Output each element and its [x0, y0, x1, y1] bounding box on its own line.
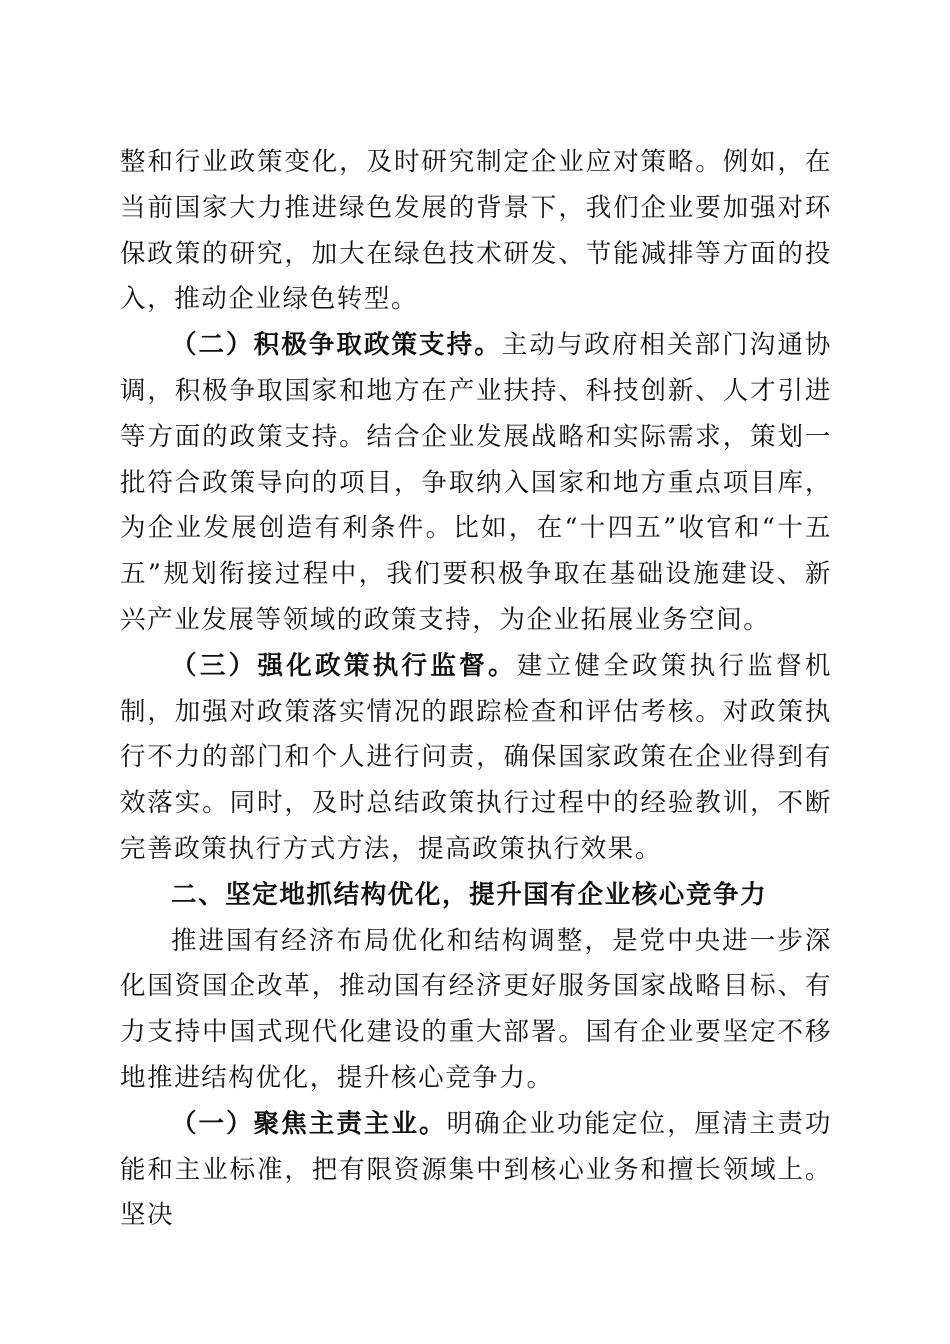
- paragraph-structure-intro: [120, 919, 832, 1102]
- paragraph-text: 推进国有经济布局优化和结构调整，是党中央进一步深化国资国企改革，推动国有经济更好服务国家战略目标、有力支持中国式现代化建设的重大部署。国有企业要坚定不移地推进结构优化，提升核心竞争力。: [120, 925, 832, 1093]
- paragraph-text: 整和行业政策变化，及时研究制定企业应对策略。例如，在当前国家大力推进绿色发展的背景下，我们企业要加强对环保政策的研究，加大在绿色技术研发、节能减排等方面的投入，推动企业绿色转型。: [120, 147, 832, 315]
- document-body: [120, 140, 832, 1239]
- paragraph-core-business: [120, 1102, 832, 1239]
- paragraph-text: 明确企业功能定位，厘清主责功能和主业标准，把有限资源集中到核心业务和擅长领域上。坚决: [120, 1108, 832, 1231]
- section-lead-2: （二）积极争取政策支持。: [171, 330, 502, 361]
- paragraph-continuation: [120, 140, 832, 323]
- section-lead-1: （一）聚焦主责主业。: [171, 1108, 447, 1139]
- paragraph-policy-supervision: [120, 644, 832, 873]
- paragraph-policy-support: [120, 323, 832, 644]
- paragraph-text: 主动与政府相关部门沟通协调，积极争取国家和地方在产业扶持、科技创新、人才引进等方面的政策支持。结合企业发展战略和实际需求，策划一批符合政策导向的项目，争取纳入国家和地方重点项目库，为企业发展创造有利条件。比如，在“十四五”收官和“十五五”规划衔接过程中，我们要积极争取在基础设施建设、新兴产业发展等领域的政策支持，为企业拓展业务空间。: [120, 330, 833, 635]
- section-heading-2: 二、坚定地抓结构优化，提升国有企业核心竞争力: [171, 879, 768, 910]
- section-lead-3: （三）强化政策执行监督。: [171, 650, 517, 681]
- paragraph-text: 建立健全政策执行监督机制，加强对政策落实情况的跟踪检查和评估考核。对政策执行不力的部门和个人进行问责，确保国家政策在企业得到有效落实。同时，及时总结政策执行过程中的经验教训，不断完善政策执行方式方法，提高政策执行效果。: [120, 650, 832, 864]
